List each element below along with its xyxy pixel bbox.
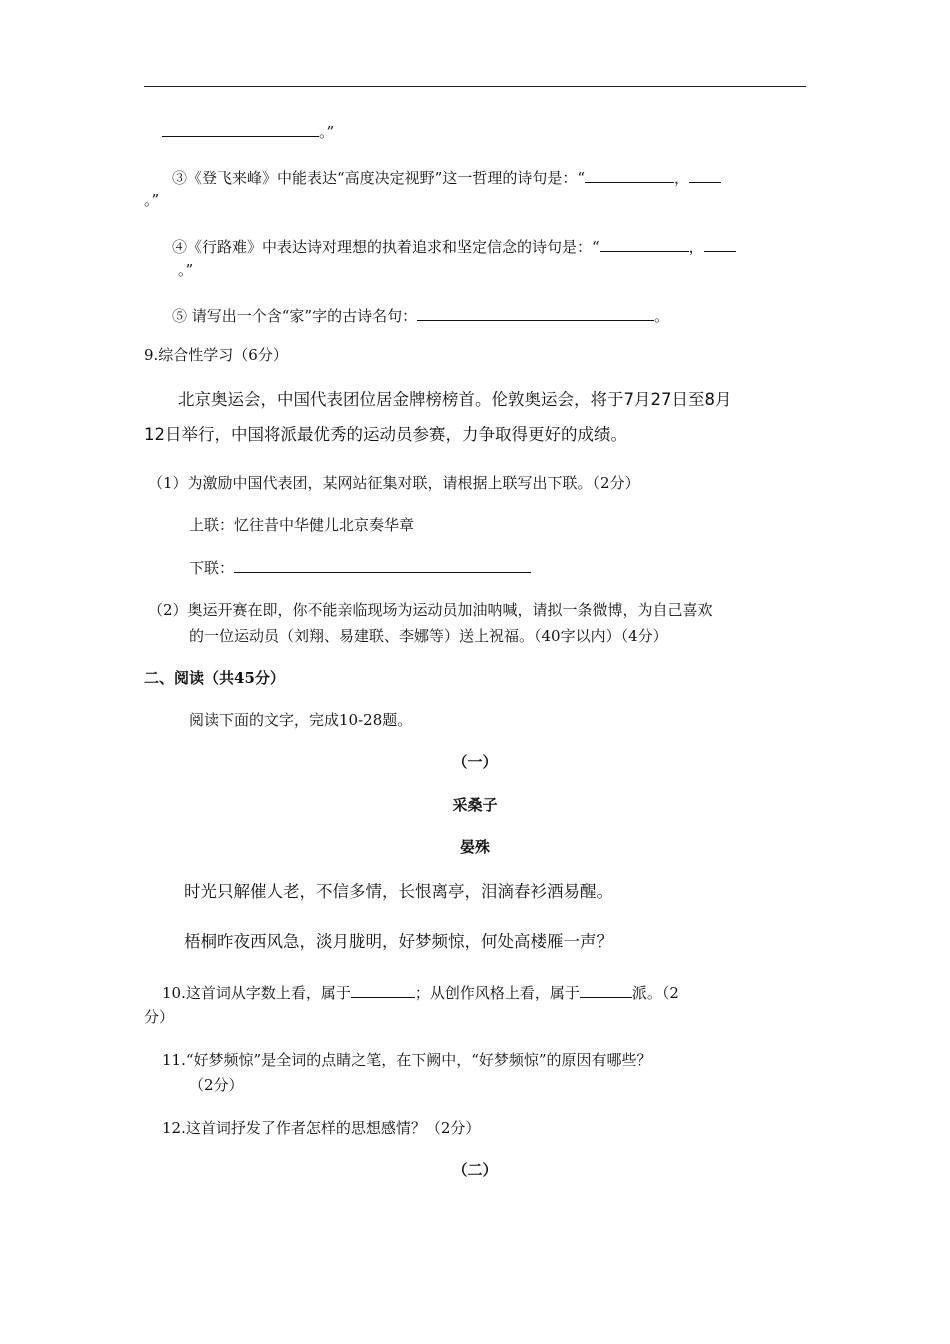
answer-blank[interactable] xyxy=(351,982,415,998)
couplet-lower: 下联： xyxy=(189,557,531,578)
fill-blank-item-4-end: 。” xyxy=(178,261,194,279)
poem-line-1: 时光只解催人老，不信多情，长恨离亭，泪滴春衫酒易醒。 xyxy=(184,882,613,901)
q9-sub-question-1: （1）为激励中国代表团，某网站征集对联，请根据上联写出下联。（2分） xyxy=(148,474,640,492)
question-11-line-2: （2分） xyxy=(189,1076,244,1094)
q9-passage-line-1: 北京奥运会，中国代表团位居金牌榜榜首。伦敦奥运会，将于7月27日至8月 xyxy=(178,390,732,409)
section-2-instruction: 阅读下面的文字，完成10-28题。 xyxy=(189,711,413,729)
answer-blank[interactable] xyxy=(162,121,319,137)
q9-passage-line-2: 12日举行，中国将派最优秀的运动员参赛，力争取得更好的成绩。 xyxy=(144,425,627,444)
fill-blank-item-3: ③《登飞来峰》中能表达“高度决定视野”这一哲理的诗句是：“ ， xyxy=(172,167,721,188)
part-1-title: （一） xyxy=(452,753,498,771)
question-9-title: 9.综合性学习（6分） xyxy=(144,346,288,364)
fill-blank-item-3-end: 。” xyxy=(144,191,160,209)
fill-blank-item-5: ⑤ 请写出一个含“家”字的古诗名句： 。 xyxy=(172,307,670,325)
header-rule xyxy=(144,86,806,87)
part-2-title: （二） xyxy=(452,1161,498,1179)
answer-blank[interactable] xyxy=(585,167,674,183)
question-10: 10.这首词从字数上看，属于 ；从创作风格上看，属于 派。（2 xyxy=(162,984,679,1002)
answer-blank[interactable] xyxy=(689,167,721,183)
question-12: 12.这首词抒发了作者怎样的思想感情？（2分） xyxy=(162,1119,481,1137)
q9-sub-question-2-line-1: （2）奥运开赛在即，你不能亲临现场为运动员加油呐喊，请拟一条微博，为自己喜欢 xyxy=(148,601,713,619)
q9-sub-question-2-line-2: 的一位运动员（刘翔、易建联、李娜等）送上祝福。（40字以内）（4分） xyxy=(189,627,668,645)
answer-blank[interactable] xyxy=(234,557,531,573)
poem-author: 晏殊 xyxy=(459,838,490,856)
question-11-line-1: 11.“好梦频惊”是全词的点睛之笔，在下阙中，“好梦频惊”的原因有哪些？ xyxy=(162,1051,652,1069)
answer-blank[interactable] xyxy=(417,305,654,321)
section-2-heading: 二、阅读（共45分） xyxy=(144,669,285,687)
answer-blank[interactable] xyxy=(600,236,689,252)
couplet-upper: 上联：忆往昔中华健儿北京奏华章 xyxy=(189,516,415,534)
answer-blank[interactable] xyxy=(580,982,632,998)
fill-blank-item-2-end: 。” xyxy=(162,121,334,142)
fill-blank-item-4: ④《行路难》中表达诗对理想的执着追求和坚定信念的诗句是：“ ， xyxy=(172,236,736,257)
answer-blank[interactable] xyxy=(704,236,736,252)
poem-title: 采桑子 xyxy=(452,796,498,814)
poem-line-2: 梧桐昨夜西风急，淡月胧明，好梦频惊，何处高楼雁一声？ xyxy=(184,932,613,951)
question-10-cont: 分） xyxy=(144,1008,175,1026)
